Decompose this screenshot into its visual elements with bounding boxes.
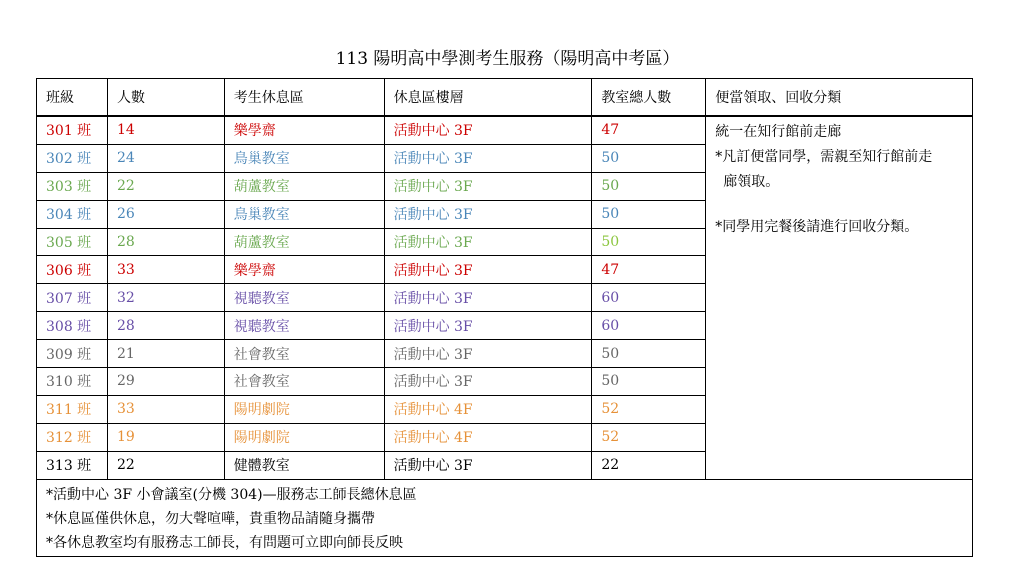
header-room-total: 教室總人數: [592, 79, 706, 117]
cell-total: 22: [592, 451, 706, 479]
cell-total: 60: [592, 312, 706, 340]
cell-area: 社會教室: [224, 368, 384, 396]
cell-total: 47: [592, 256, 706, 284]
cell-count: 21: [107, 340, 224, 368]
cell-total: 47: [592, 116, 706, 144]
cell-class: 305 班: [37, 228, 108, 256]
cell-count: 24: [107, 144, 224, 172]
cell-total: 60: [592, 284, 706, 312]
cell-class: 309 班: [37, 340, 108, 368]
cell-area: 陽明劇院: [224, 395, 384, 423]
cell-floor: 活動中心 3F: [384, 116, 592, 144]
cell-floor: 活動中心 3F: [384, 256, 592, 284]
header-floor: 休息區樓層: [384, 79, 592, 117]
cell-area: 陽明劇院: [224, 423, 384, 451]
cell-floor: 活動中心 3F: [384, 228, 592, 256]
cell-floor: 活動中心 3F: [384, 144, 592, 172]
cell-class: 302 班: [37, 144, 108, 172]
header-rest-area: 考生休息區: [224, 79, 384, 117]
cell-total: 50: [592, 172, 706, 200]
header-row: [37, 79, 973, 117]
table-row: [37, 116, 973, 144]
cell-count: 29: [107, 368, 224, 396]
cell-floor: 活動中心 3F: [384, 451, 592, 479]
cell-area: 樂學齋: [224, 256, 384, 284]
cell-floor: 活動中心 4F: [384, 395, 592, 423]
cell-class: 312 班: [37, 423, 108, 451]
note-line-4: *同學用完餐後請進行回收分類。: [715, 219, 919, 235]
cell-area: 鳥巢教室: [224, 144, 384, 172]
cell-floor: 活動中心 3F: [384, 200, 592, 228]
cell-area: 視聽教室: [224, 312, 384, 340]
cell-count: 33: [107, 395, 224, 423]
page-title: 113 陽明高中學測考生服務（陽明高中考區）: [335, 49, 680, 69]
cell-class: 308 班: [37, 312, 108, 340]
header-class: 班級: [37, 79, 108, 117]
cell-count: 32: [107, 284, 224, 312]
header-count: 人數: [107, 79, 224, 117]
cell-class: 304 班: [37, 200, 108, 228]
cell-area: 葫蘆教室: [224, 228, 384, 256]
cell-floor: 活動中心 3F: [384, 312, 592, 340]
note-line-2: *凡訂便當同學，需親至知行館前走: [715, 149, 933, 165]
cell-floor: 活動中心 4F: [384, 423, 592, 451]
cell-count: 33: [107, 256, 224, 284]
cell-count: 22: [107, 451, 224, 479]
cell-class: 307 班: [37, 284, 108, 312]
cell-area: 樂學齋: [224, 116, 384, 144]
cell-total: 50: [592, 228, 706, 256]
cell-total: 50: [592, 340, 706, 368]
cell-floor: 活動中心 3F: [384, 368, 592, 396]
cell-area: 社會教室: [224, 340, 384, 368]
cell-count: 14: [107, 116, 224, 144]
lunch-note: [706, 116, 973, 479]
cell-area: 視聽教室: [224, 284, 384, 312]
cell-class: 301 班: [37, 116, 108, 144]
cell-class: 306 班: [37, 256, 108, 284]
note-line-3: 廊領取。: [723, 174, 780, 190]
cell-count: 19: [107, 423, 224, 451]
footer-notes: [37, 479, 973, 556]
cell-count: 28: [107, 228, 224, 256]
cell-total: 50: [592, 368, 706, 396]
cell-total: 50: [592, 200, 706, 228]
cell-class: 313 班: [37, 451, 108, 479]
cell-total: 50: [592, 144, 706, 172]
header-lunch: 便當領取、回收分類: [706, 79, 973, 117]
cell-floor: 活動中心 3F: [384, 284, 592, 312]
cell-count: 28: [107, 312, 224, 340]
footer-line-3: *各休息教室均有服務志工師長，有問題可立即向師長反映: [46, 534, 403, 551]
cell-count: 26: [107, 200, 224, 228]
footer-line-1: *活動中心 3F 小會議室(分機 304)—服務志工師長總休息區: [46, 486, 417, 503]
cell-area: 葫蘆教室: [224, 172, 384, 200]
cell-count: 22: [107, 172, 224, 200]
cell-class: 311 班: [37, 395, 108, 423]
cell-floor: 活動中心 3F: [384, 340, 592, 368]
cell-area: 健體教室: [224, 451, 384, 479]
service-table: [36, 78, 973, 557]
note-line-1: 統一在知行館前走廊: [715, 124, 842, 140]
cell-total: 52: [592, 423, 706, 451]
cell-class: 310 班: [37, 368, 108, 396]
cell-floor: 活動中心 3F: [384, 172, 592, 200]
cell-total: 52: [592, 395, 706, 423]
footer-row: [37, 479, 973, 556]
cell-area: 鳥巢教室: [224, 200, 384, 228]
cell-class: 303 班: [37, 172, 108, 200]
footer-line-2: *休息區僅供休息，勿大聲喧嘩，貴重物品請隨身攜帶: [46, 510, 375, 527]
